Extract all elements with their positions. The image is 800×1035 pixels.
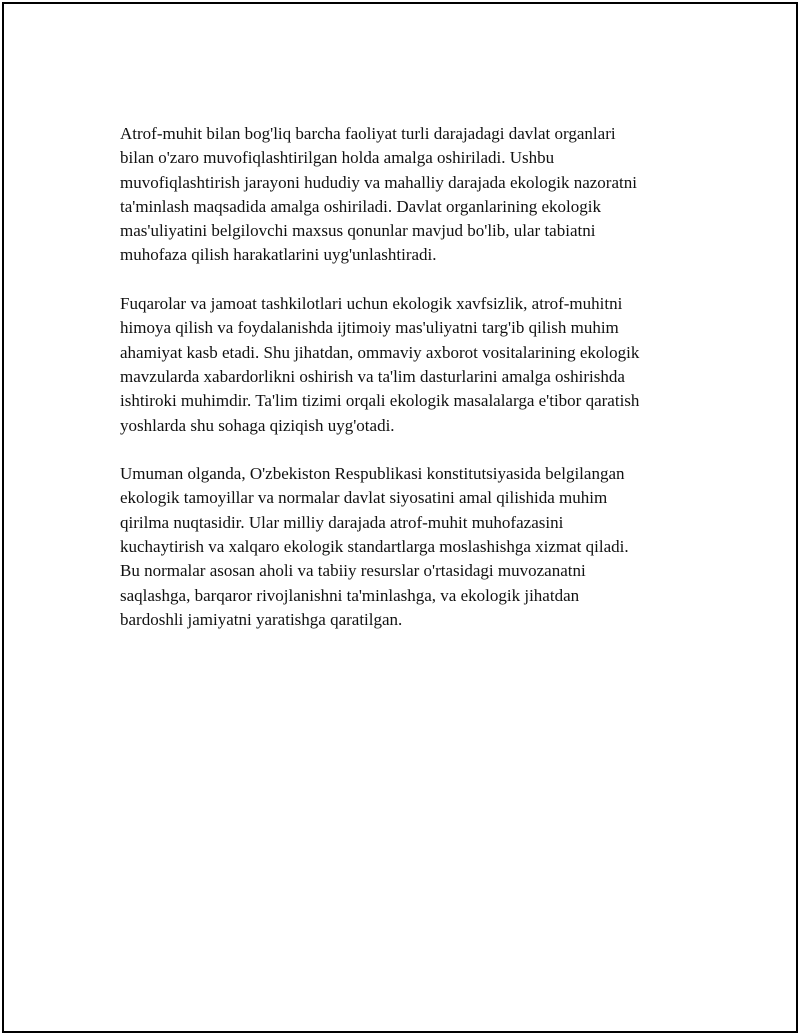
- paragraph-2: Fuqarolar va jamoat tashkilotlari uchun ekologik xavfsizlik, atrof-muhitni himoya qilish va foydalanishda ijtimoiy mas'uliyatni targ'ib qilish muhim ahamiyat kasb etadi. Shu jihatdan, ommaviy axborot vositalarining ekologik mavzularda xabardorlikni oshirish va ta'lim dasturlarini amalga oshirishda ishtiroki muhimdir. Ta'lim tizimi orqali ekologik masalalarga e'tibor qaratish yoshlarda shu sohaga qiziqish uyg'otadi.: [120, 294, 640, 435]
- document-body: [120, 122, 700, 657]
- paragraph-3: Umuman olganda, O'zbekiston Respublikasi konstitutsiyasida belgilangan ekologik tamoyillar va normalar davlat siyosatini amal qilishida muhim qirilma nuqtasidir. Ular milliy darajada atrof-muhit muhofazasini kuchaytirish va xalqaro ekologik standartlarga moslashishga xizmat qiladi. Bu normalar asosan aholi va tabiiy resurslar o'rtasidagi muvozanatni saqlashga, barqaror rivojlanishni ta'minlashga, va ekologik jihatdan bardoshli jamiyatni yaratishga qaratilgan.: [120, 464, 629, 629]
- paragraph-1: Atrof-muhit bilan bog'liq barcha faoliyat turli darajadagi davlat organlari bilan o'zaro muvofiqlashtirilgan holda amalga oshiriladi. Ushbu muvofiqlashtirish jarayoni hududiy va mahalliy darajada ekologik nazoratni ta'minlash maqsadida amalga oshiriladi. Davlat organlarining ekologik mas'uliyatini belgilovchi maxsus qonunlar mavjud bo'lib, ular tabiatni muhofaza qilish harakatlarini uyg'unlashtiradi.: [120, 124, 637, 265]
- document-page: [2, 2, 798, 1033]
